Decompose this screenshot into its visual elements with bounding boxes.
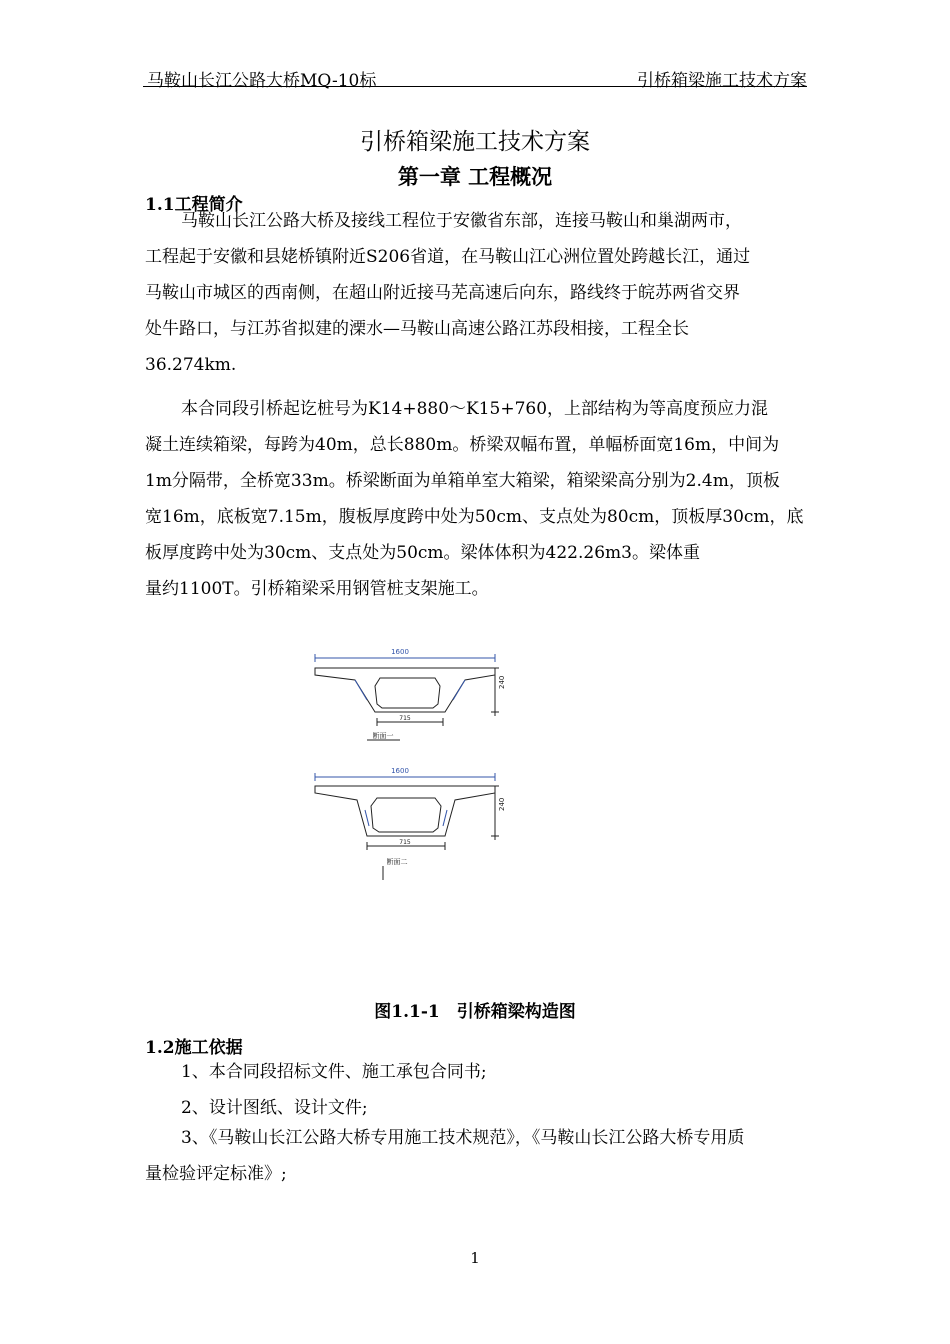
section-one-label: 断面一 [372,732,394,740]
paragraph-line: 宽16m，底板宽7.15m，腹板厚度跨中处为50cm、支点处为80cm，顶板厚30cm，底 [145,507,804,527]
section-two-bottom-dimension: 715 [399,839,411,846]
figure-caption: 图1.1-1 引桥箱梁构造图 [374,1002,576,1022]
section-one-drawing [315,654,499,740]
paragraph-line: 量约1100T。引桥箱梁采用钢管桩支架施工。 [145,579,489,599]
section-two-height-dimension: 240 [498,797,506,811]
paragraph-line: 板厚度跨中处为30cm、支点处为50cm。梁体体积为422.26m3。梁体重 [145,543,700,563]
chapter-title: 第一章 工程概况 [397,164,553,189]
header-right-doc-title: 引桥箱梁施工技术方案 [637,71,807,91]
paragraph-line: 马鞍山长江公路大桥及接线工程位于安徽省东部，连接马鞍山和巢湖两市， [181,211,742,231]
paragraph-line: 凝土连续箱梁，每跨为40m，总长880m。桥梁双幅布置，单幅桥面宽16m，中间为 [145,435,780,455]
page-number: 1 [470,1249,480,1267]
box-girder-figure [305,640,510,885]
paragraph-line: 本合同段引桥起讫桩号为K14+880～K15+760，上部结构为等高度预应力混 [181,399,769,419]
paragraph-contract-section [145,391,809,607]
document-title: 引桥箱梁施工技术方案 [360,129,590,155]
section-one-bottom-dimension: 715 [399,715,411,722]
section-heading-1-2: 1.2施工依据 [145,1038,243,1058]
paragraph-line: 处牛路口，与江苏省拟建的溧水—马鞍山高速公路江苏段相接，工程全长 [145,319,689,339]
section-two-top-dimension: 1600 [391,767,409,775]
basis-item-2: 2、设计图纸、设计文件; [181,1098,368,1118]
header-left-project: 马鞍山长江公路大桥MQ-10标 [147,71,377,91]
paragraph-line: 工程起于安徽和县姥桥镇附近S206省道，在马鞍山江心洲位置处跨越长江，通过 [145,247,751,267]
paragraph-line: 3、《马鞍山长江公路大桥专用施工技术规范》，《马鞍山长江公路大桥专用质 [181,1128,745,1148]
paragraph-line: 36.274km. [145,355,237,375]
paragraph-line: 量检验评定标准》; [145,1164,287,1184]
header-rule [143,86,807,87]
paragraph-project-overview [145,203,809,383]
section-one-height-dimension: 240 [498,675,506,689]
paragraph-line: 马鞍山市城区的西南侧，在超山附近接马芜高速后向东，路线终于皖苏两省交界 [145,283,740,303]
section-two-label: 断面二 [386,858,408,866]
section-one-top-dimension: 1600 [391,648,409,656]
basis-item-3 [145,1120,809,1192]
basis-item-1: 1、本合同段招标文件、施工承包合同书; [181,1062,487,1082]
paragraph-line: 1m分隔带，全桥宽33m。桥梁断面为单箱单室大箱梁，箱梁梁高分别为2.4m，顶板 [145,471,780,491]
section-heading-1-1: 1.1工程简介 [145,195,243,215]
